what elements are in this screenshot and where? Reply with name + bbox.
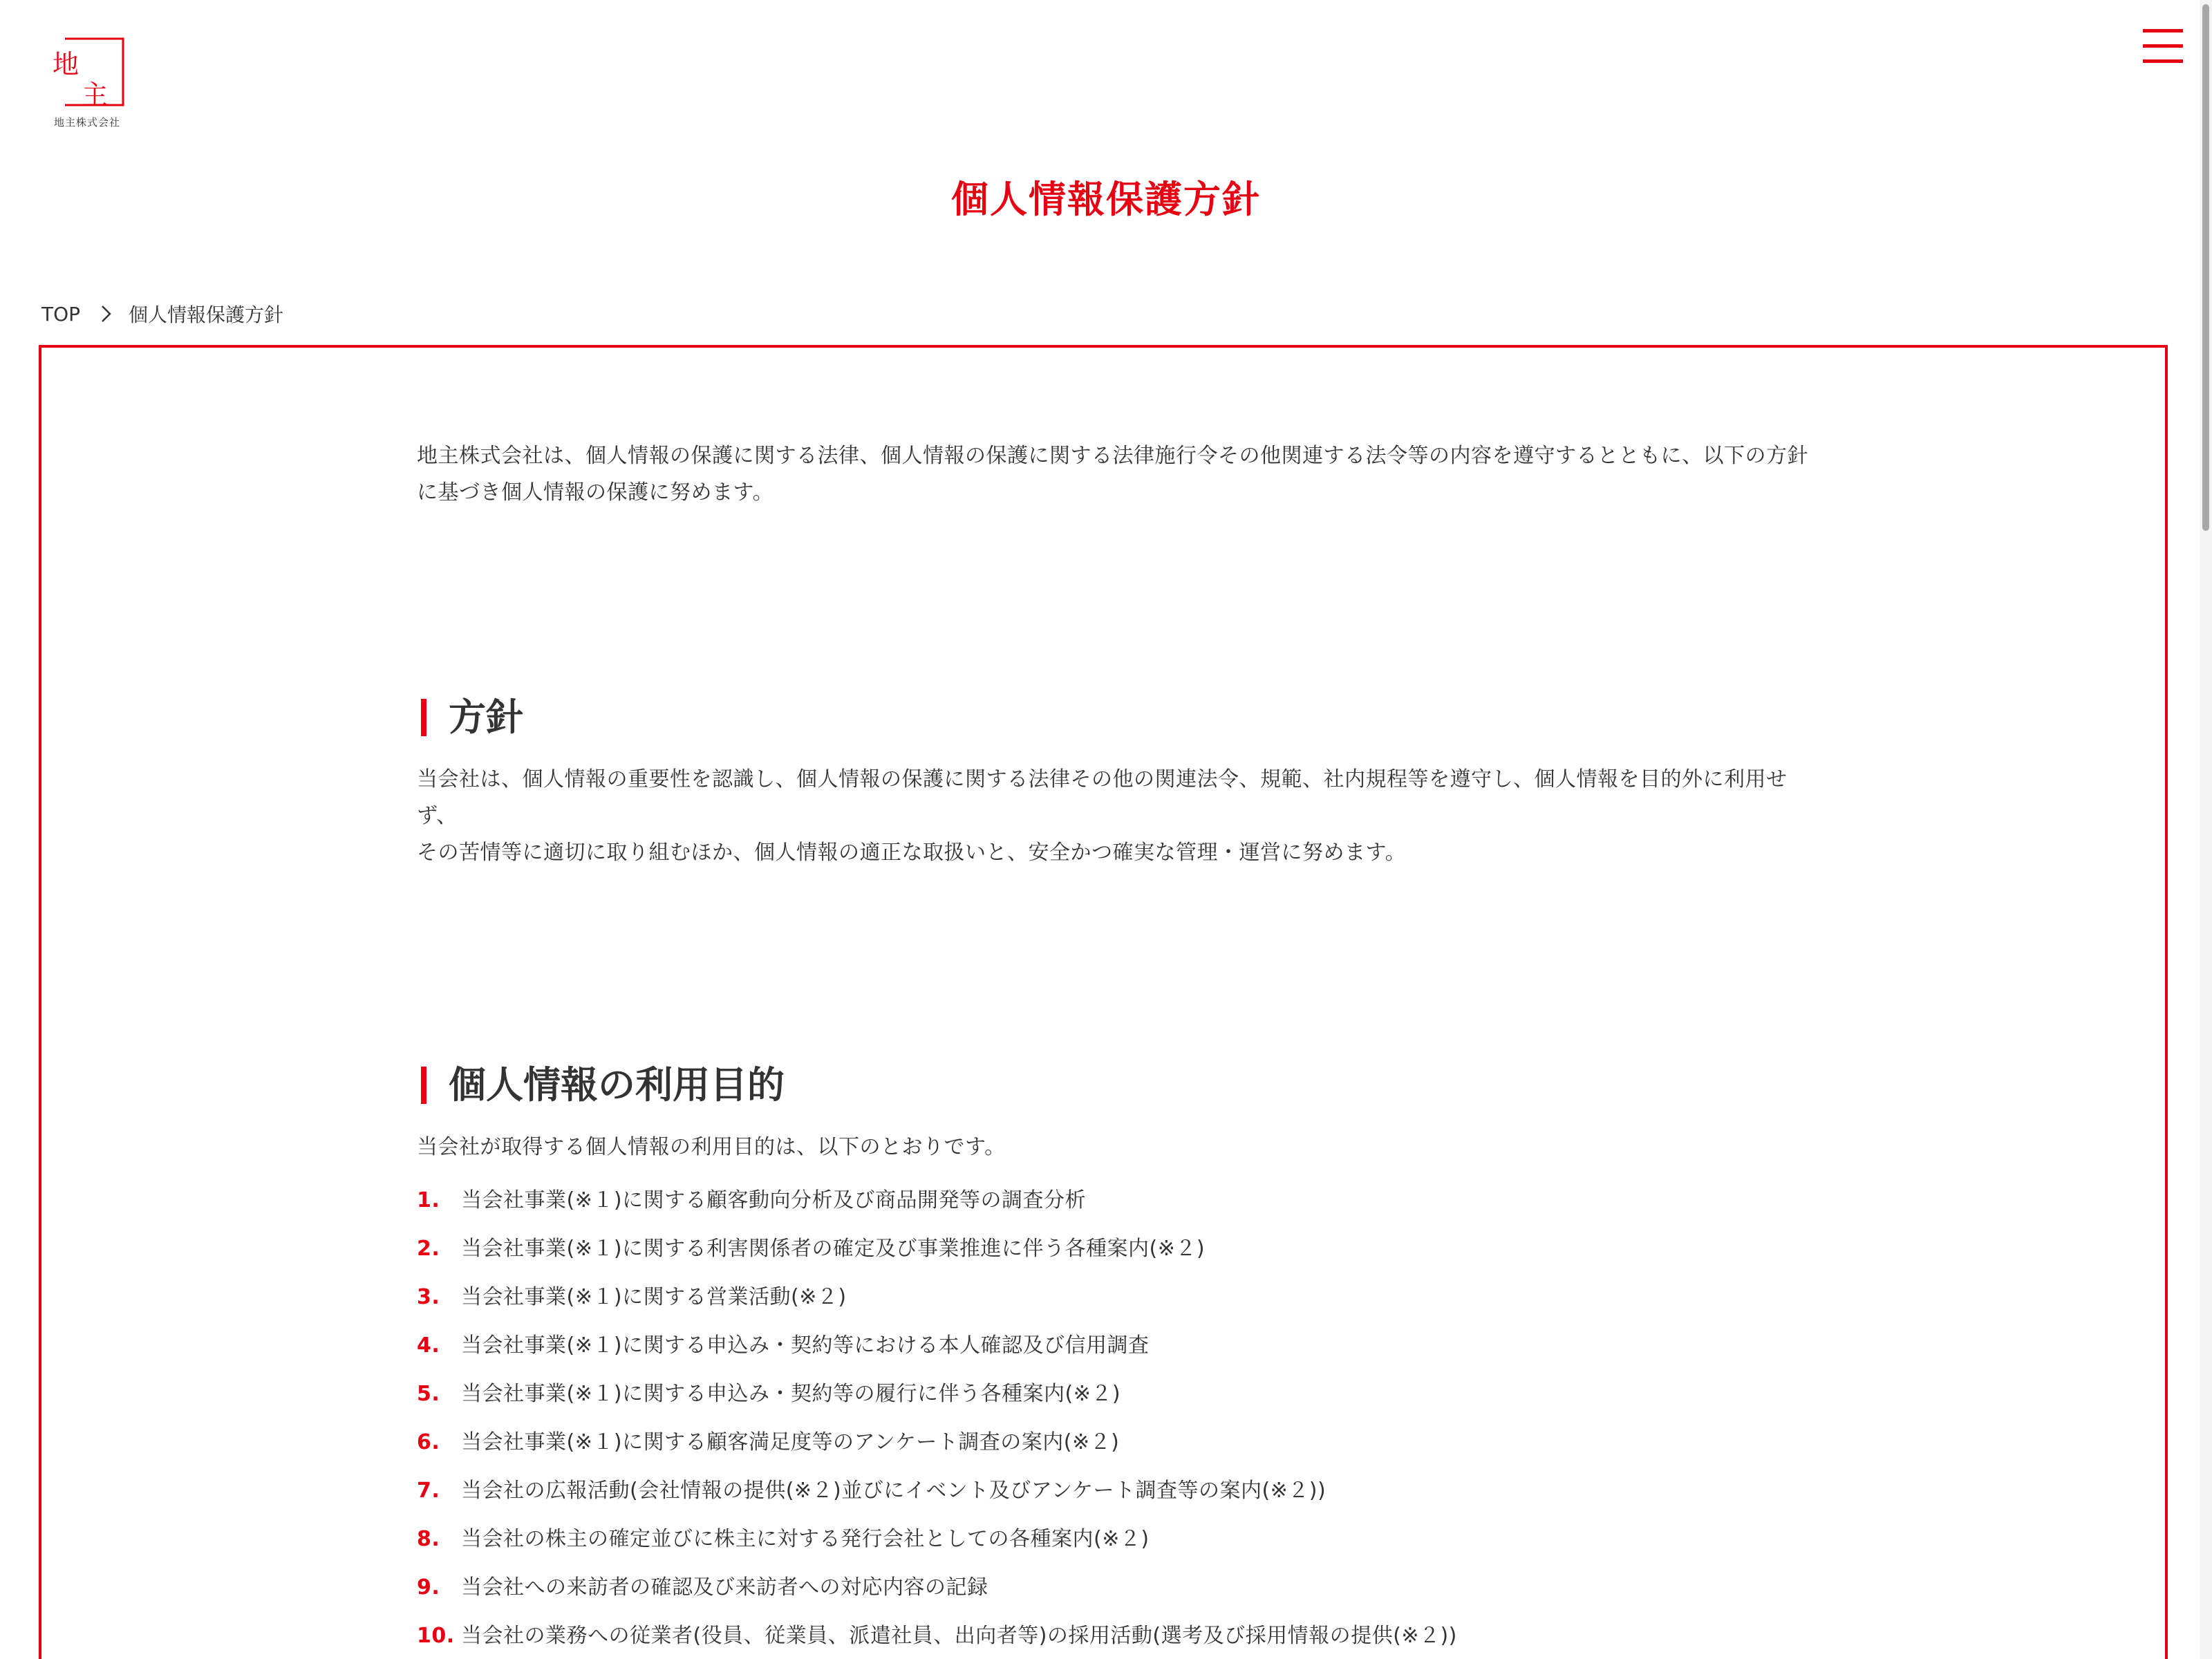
list-number: 1. — [417, 1188, 440, 1212]
list-number: 7. — [417, 1479, 440, 1503]
intro-paragraph: 地主株式会社は、個人情報の保護に関する法律、個人情報の保護に関する法律施行令その他関連する法令等の内容を遵守するとともに、以下の方針に基づき個人情報の保護に努めます。 — [417, 444, 1808, 505]
page-title: 個人情報保護方針 — [951, 178, 1261, 221]
list-item-text: 当会社事業(※１)に関する営業活動(※２) — [461, 1285, 847, 1309]
list-number: 2. — [417, 1237, 440, 1261]
content-inner — [417, 438, 1827, 1648]
list-item-text: 当会社事業(※１)に関する顧客動向分析及び商品開発等の調査分析 — [461, 1188, 1087, 1212]
purpose-lead: 当会社が取得する個人情報の利用目的は、以下のとおりです。 — [417, 1135, 1006, 1159]
list-item — [417, 1418, 1827, 1467]
list-item — [417, 1467, 1827, 1515]
heading-bar — [421, 699, 427, 736]
list-number: 10. — [417, 1624, 455, 1648]
hamburger-menu-icon[interactable] — [2143, 29, 2183, 64]
list-item — [417, 1225, 1827, 1273]
section-heading-purpose-text: 個人情報の利用目的 — [449, 1063, 785, 1107]
list-item-text: 当会社事業(※１)に関する申込み・契約等における本人確認及び信用調査 — [461, 1333, 1150, 1358]
policy-line-2: その苦情等に適切に取り組むほか、個人情報の適正な取扱いと、安全かつ確実な管理・運営に努めます。 — [417, 841, 1407, 865]
list-number: 6. — [417, 1430, 440, 1454]
list-number: 3. — [417, 1285, 440, 1309]
breadcrumb-home-link[interactable]: TOP — [41, 302, 81, 326]
list-item-text: 当会社事業(※１)に関する顧客満足度等のアンケート調査の案内(※２) — [461, 1430, 1120, 1454]
logo-text: 地主株式会社 — [54, 116, 121, 129]
breadcrumb — [41, 300, 283, 328]
list-item — [417, 1564, 1827, 1612]
menu-line — [2143, 29, 2183, 32]
section-heading-policy — [417, 693, 1827, 742]
list-item — [417, 1177, 1827, 1225]
list-item-text: 当会社事業(※１)に関する申込み・契約等の履行に伴う各種案内(※２) — [461, 1382, 1121, 1406]
menu-line — [2143, 59, 2183, 63]
policy-paragraph — [417, 761, 1827, 871]
logo-mark-icon — [51, 37, 124, 106]
list-item — [417, 1370, 1827, 1418]
breadcrumb-current: 個人情報保護方針 — [129, 303, 284, 326]
policy-section — [417, 693, 1827, 871]
list-item-text: 当会社事業(※１)に関する利害関係者の確定及び事業推進に伴う各種案内(※２) — [461, 1237, 1206, 1261]
chevron-right-icon — [95, 303, 116, 324]
list-number: 4. — [417, 1333, 440, 1358]
content-box — [39, 345, 2168, 1659]
vertical-scrollbar[interactable] — [2200, 0, 2212, 1659]
list-item — [417, 1612, 1827, 1659]
list-item — [417, 1322, 1827, 1370]
list-number: 8. — [417, 1527, 440, 1551]
logo-char-1: 地 — [53, 49, 79, 79]
scrollbar-thumb[interactable] — [2202, 4, 2209, 531]
list-item-text: 当会社の広報活動(会社情報の提供(※２)並びにイベント及びアンケート調査等の案内(※２)) — [461, 1479, 1327, 1503]
purpose-section — [417, 1061, 1827, 1659]
list-item — [417, 1515, 1827, 1564]
company-logo[interactable] — [51, 37, 129, 131]
list-item — [417, 1273, 1827, 1322]
purpose-list — [417, 1177, 1827, 1659]
heading-bar — [421, 1067, 427, 1104]
list-item-text: 当会社の株主の確定並びに株主に対する発行会社としての各種案内(※２) — [461, 1527, 1150, 1551]
list-number: 5. — [417, 1382, 440, 1406]
section-heading-policy-text: 方針 — [449, 695, 523, 739]
policy-line-1: 当会社は、個人情報の重要性を認識し、個人情報の保護に関する法律その他の関連法令、規範、社内規程等を遵守し、個人情報を目的外に利用せず、 — [417, 767, 1788, 828]
list-number: 9. — [417, 1575, 440, 1600]
logo-char-2: 主 — [82, 79, 109, 106]
list-item-text: 当会社への来訪者の確認及び来訪者への対応内容の記録 — [461, 1575, 988, 1600]
list-item-text: 当会社の業務への従業者(役員、従業員、派遣社員、出向者等)の採用活動(選考及び採用情報の提供(※２)) — [461, 1624, 1457, 1648]
menu-line — [2143, 44, 2183, 48]
section-heading-purpose — [417, 1061, 1827, 1109]
